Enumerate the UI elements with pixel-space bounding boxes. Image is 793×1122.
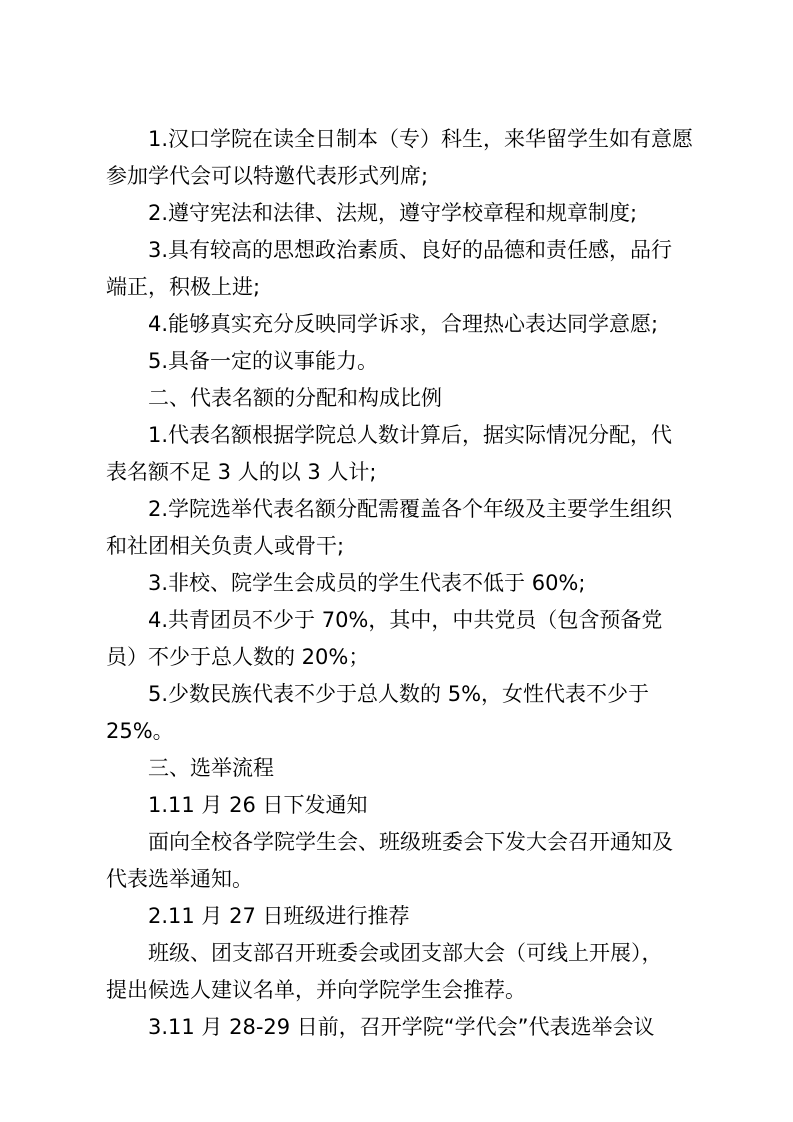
text-line: 1.汉口学院在读全日制本（专）科生，来华留学生如有意愿 bbox=[148, 127, 694, 151]
text-line: 参加学代会可以特邀代表形式列席; bbox=[106, 164, 429, 188]
text-line: 25%。 bbox=[106, 719, 174, 743]
text-line: 3.非校、院学生会成员的学生代表不低于 60%; bbox=[148, 571, 586, 595]
text-line: 1.11 月 26 日下发通知 bbox=[148, 793, 368, 817]
text-line: 2.学院选举代表名额分配需覆盖各个年级及主要学生组织 bbox=[148, 497, 673, 521]
text-line: 2.遵守宪法和法律、法规，遵守学校章程和规章制度; bbox=[148, 201, 638, 225]
text-line: 3.11 月 28-29 日前，召开学院“学代会”代表选举会议 bbox=[148, 1015, 655, 1039]
text-line: 5.少数民族代表不少于总人数的 5%，女性代表不少于 bbox=[148, 682, 650, 706]
text-line: 和社团相关负责人或骨干; bbox=[106, 534, 345, 558]
section-heading: 二、代表名额的分配和构成比例 bbox=[148, 386, 442, 410]
section-heading: 三、选举流程 bbox=[148, 756, 274, 780]
text-line: 1.代表名额根据学院总人数计算后，据实际情况分配，代 bbox=[148, 423, 673, 447]
text-line: 提出候选人建议名单，并向学院学生会推荐。 bbox=[106, 978, 526, 1002]
text-line: 端正，积极上进; bbox=[106, 275, 261, 299]
text-line: 4.共青团员不少于 70%，其中，中共党员（包含预备党 bbox=[148, 608, 663, 632]
text-line: 员）不少于总人数的 20%； bbox=[106, 645, 370, 669]
text-line: 5.具备一定的议事能力。 bbox=[148, 349, 379, 373]
text-line: 面向全校各学院学生会、班级班委会下发大会召开通知及 bbox=[148, 830, 673, 854]
text-line: 3.具有较高的思想政治素质、良好的品德和责任感，品行 bbox=[148, 238, 673, 262]
text-line: 4.能够真实充分反映同学诉求，合理热心表达同学意愿; bbox=[148, 312, 659, 336]
text-line: 2.11 月 27 日班级进行推荐 bbox=[148, 904, 410, 928]
text-line: 表名额不足 3 人的以 3 人计; bbox=[106, 460, 377, 484]
text-line: 班级、团支部召开班委会或团支部大会（可线上开展）， bbox=[148, 941, 663, 965]
text-line: 代表选举通知。 bbox=[106, 867, 253, 891]
